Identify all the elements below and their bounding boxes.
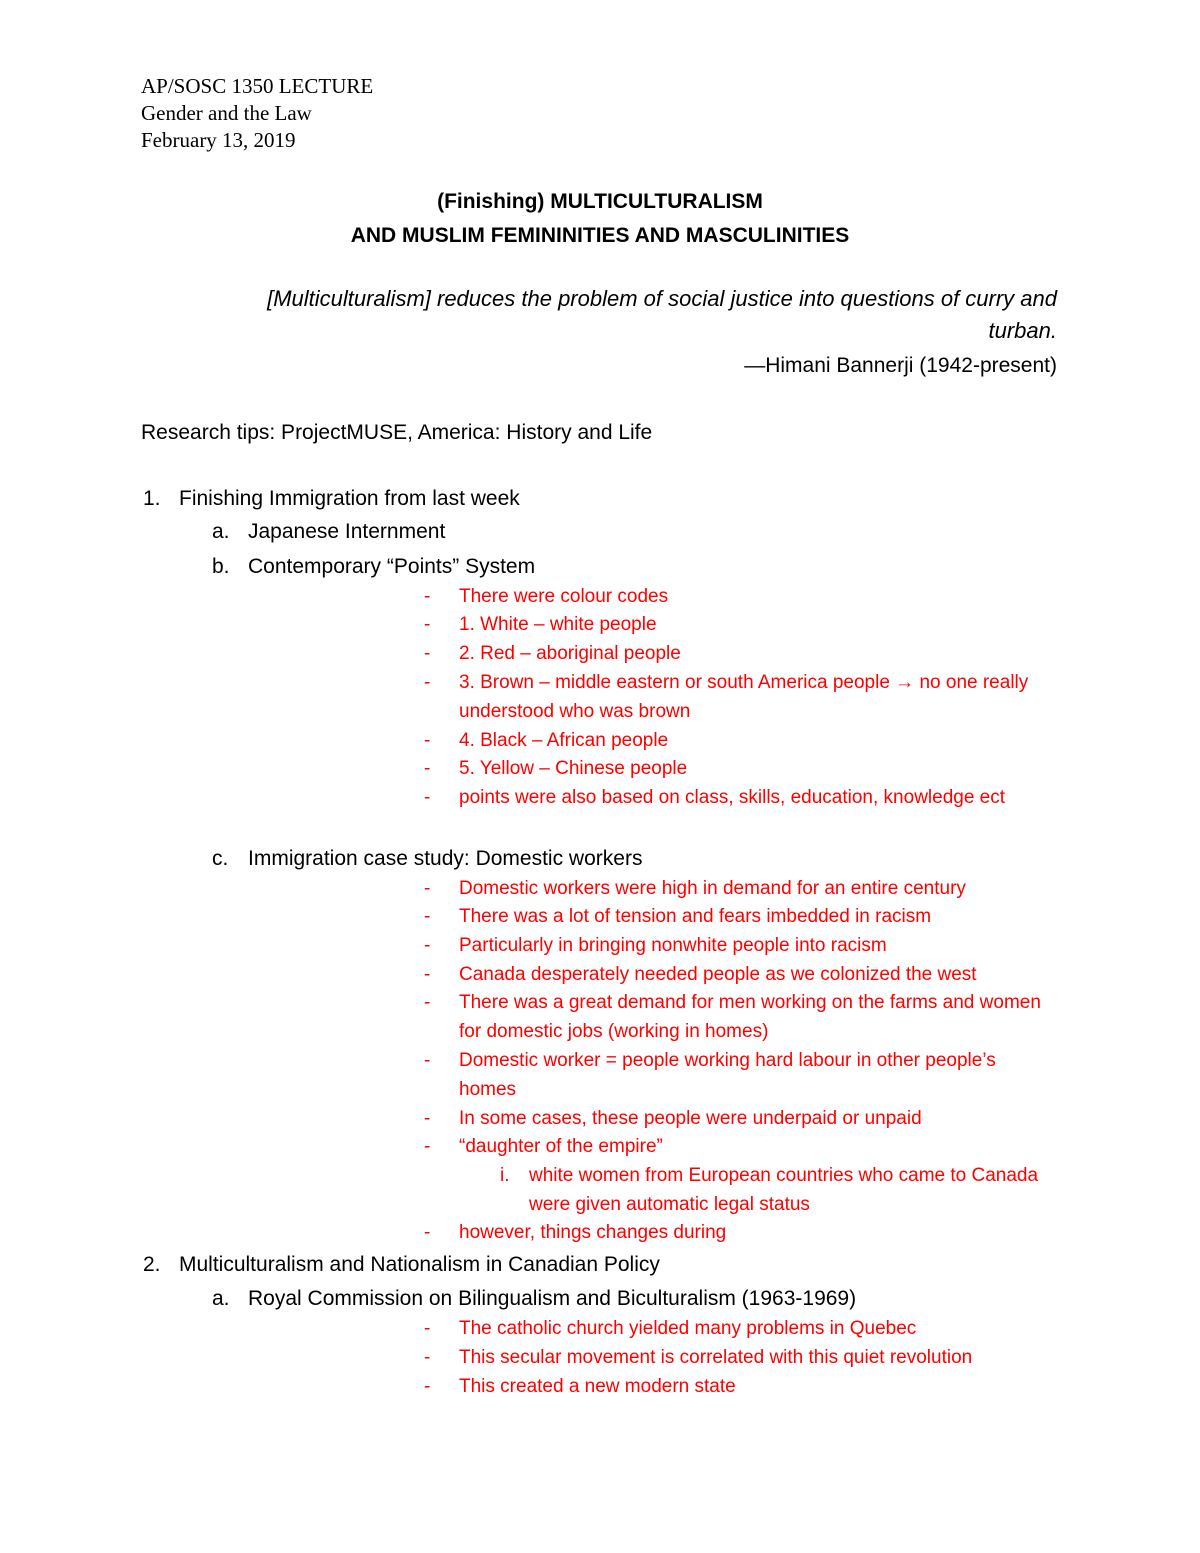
outline-label: Japanese Internment <box>248 520 446 543</box>
document-header <box>141 73 373 154</box>
outline-letter: a. <box>212 1287 230 1310</box>
note-text: 2. Red – aboriginal people <box>459 643 681 664</box>
bullet-dash: - <box>424 758 431 779</box>
note-text: There was a lot of tension and fears imbedded in racism <box>459 906 932 927</box>
bullet-dash: - <box>424 992 431 1013</box>
course-subject: Gender and the Law <box>141 101 312 125</box>
note-text: 4. Black – African people <box>459 730 669 751</box>
note-text: Domestic worker = people working hard labour in other people’s homes <box>459 1050 996 1100</box>
bullet-dash: - <box>424 1222 431 1243</box>
quote-line-1: [Multiculturalism] reduces the problem of social justice into questions of curry and <box>267 286 1057 311</box>
bullet-dash: - <box>424 1318 431 1339</box>
note-text: In some cases, these people were underpaid or unpaid <box>459 1108 922 1129</box>
bullet-dash: - <box>424 964 431 985</box>
note-text: There were colour codes <box>459 586 669 607</box>
lecture-date: February 13, 2019 <box>141 128 296 152</box>
outline-label: Finishing Immigration from last week <box>179 487 520 510</box>
research-tips: Research tips: ProjectMUSE, America: History and Life <box>141 421 653 444</box>
outline-label: Multiculturalism and Nationalism in Canadian Policy <box>179 1253 660 1276</box>
outline-letter: b. <box>212 555 230 578</box>
bullet-dash: - <box>424 614 431 635</box>
note-text: points were also based on class, skills, education, knowledge ect <box>459 787 1006 808</box>
quote-attribution: —Himani Bannerji (1942-present) <box>744 354 1057 377</box>
outline-label: Contemporary “Points” System <box>248 555 536 578</box>
bullet-dash: - <box>424 1136 431 1157</box>
bullet-dash: - <box>424 787 431 808</box>
note-text: however, things changes during <box>459 1222 727 1243</box>
bullet-dash: - <box>424 672 431 693</box>
note-text: The catholic church yielded many problems in Quebec <box>459 1318 917 1339</box>
bullet-dash: - <box>424 1050 431 1071</box>
note-text: Domestic workers were high in demand for an entire century <box>459 878 966 899</box>
bullet-dash: - <box>424 1376 431 1397</box>
note-text: “daughter of the empire” <box>459 1136 663 1157</box>
note-text: Canada desperately needed people as we colonized the west <box>459 964 977 985</box>
bullet-dash: - <box>424 906 431 927</box>
bullet-dash: - <box>424 1347 431 1368</box>
roman-numeral: i. <box>500 1165 510 1186</box>
outline-letter: a. <box>212 520 230 543</box>
course-code: AP/SOSC 1350 LECTURE <box>141 74 374 98</box>
title-line-2: AND MUSLIM FEMININITIES AND MASCULINITIES <box>350 224 850 247</box>
note-text: 5. Yellow – Chinese people <box>459 758 688 779</box>
note-text: This secular movement is correlated with this quiet revolution <box>459 1347 973 1368</box>
note-text: 3. Brown – middle eastern or south America people → no one really understood who was brown <box>459 672 1029 722</box>
outline-label: Royal Commission on Bilingualism and Biculturalism (1963-1969) <box>248 1287 857 1310</box>
quote-line-2: turban. <box>988 318 1057 343</box>
document-title <box>0 185 1200 253</box>
note-text: There was a great demand for men working on the farms and women for domestic jobs (working in homes) <box>459 992 1041 1042</box>
outline-label: Immigration case study: Domestic workers <box>248 847 643 870</box>
sub-item-text: white women from European countries who came to Canada were given automatic legal status <box>529 1165 1039 1215</box>
bullet-dash: - <box>424 935 431 956</box>
note-text: Particularly in bringing nonwhite people into racism <box>459 935 887 956</box>
bullet-dash: - <box>424 730 431 751</box>
epigraph-quote <box>141 283 1057 347</box>
outline-letter: c. <box>212 847 229 870</box>
bullet-dash: - <box>424 586 431 607</box>
outline-number: 2. <box>143 1253 161 1276</box>
note-text: 1. White – white people <box>459 614 657 635</box>
note-text: This created a new modern state <box>459 1376 736 1397</box>
bullet-dash: - <box>424 878 431 899</box>
title-line-1: (Finishing) MULTICULTURALISM <box>437 190 763 213</box>
bullet-dash: - <box>424 1108 431 1129</box>
outline-number: 1. <box>143 487 161 510</box>
bullet-dash: - <box>424 643 431 664</box>
